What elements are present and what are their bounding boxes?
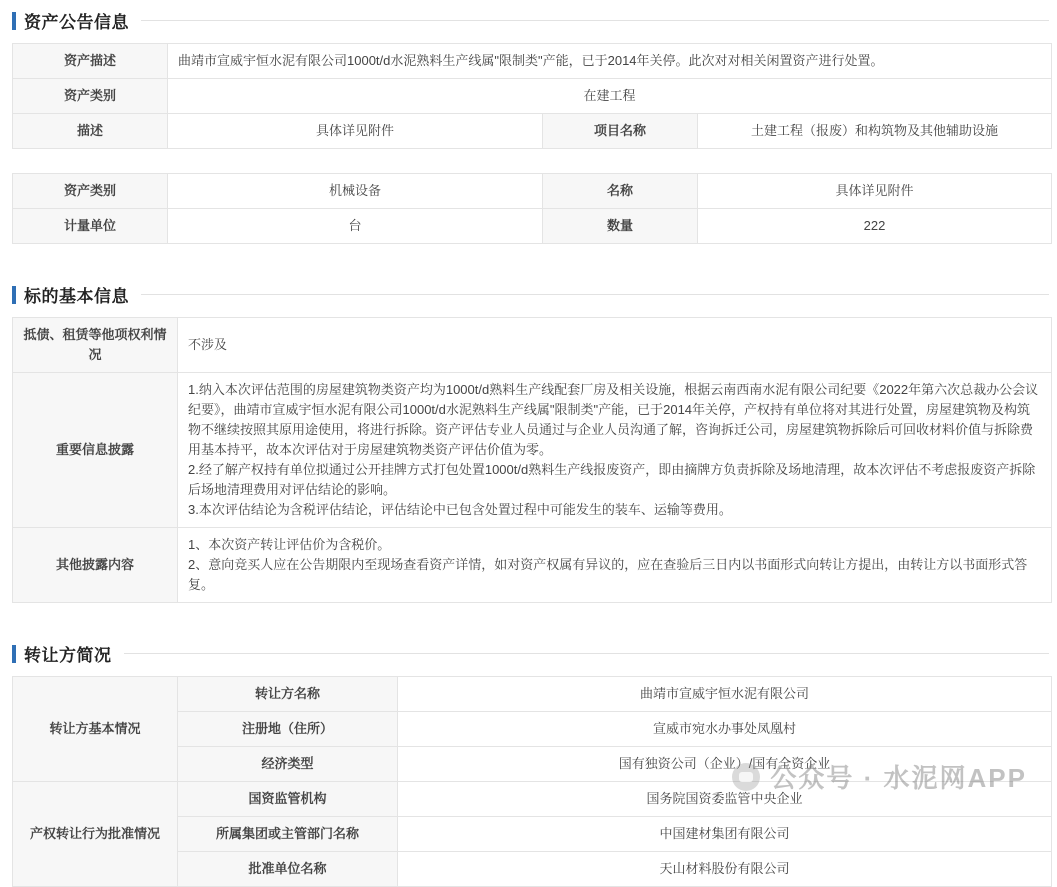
table-row (13, 528, 1052, 603)
row-label: 数量 (543, 209, 698, 244)
row-label: 注册地（住所） (178, 712, 398, 747)
row-label: 抵债、租赁等他项权利情况 (13, 318, 178, 373)
section-header-target-basic (12, 282, 1049, 307)
spacer (8, 244, 1049, 282)
row-value: 土建工程（报废）和构筑物及其他辅助设施 (698, 114, 1052, 149)
row-label: 计量单位 (13, 209, 168, 244)
row-value: 曲靖市宣威宇恒水泥有限公司 (398, 677, 1052, 712)
section-title: 标的基本信息 (24, 287, 129, 306)
table-row (13, 44, 1052, 79)
row-value: 天山材料股份有限公司 (398, 852, 1052, 887)
table-row (13, 373, 1052, 528)
section-header-asset-announcement (12, 8, 1049, 33)
section-title: 转让方简况 (24, 646, 112, 665)
table-row (13, 79, 1052, 114)
group-label: 产权转让行为批准情况 (13, 782, 178, 887)
table-row (13, 318, 1052, 373)
table-row (13, 782, 1052, 817)
table-row (13, 677, 1052, 712)
accent-bar-icon (12, 286, 16, 304)
row-label: 名称 (543, 174, 698, 209)
row-value: 国务院国资委监管中央企业 (398, 782, 1052, 817)
table-row (13, 174, 1052, 209)
row-value (178, 528, 1052, 603)
row-label: 经济类型 (178, 747, 398, 782)
row-label: 所属集团或主管部门名称 (178, 817, 398, 852)
row-value: 国有独资公司（企业）/国有全资企业 (398, 747, 1052, 782)
header-divider (141, 294, 1049, 295)
accent-bar-icon (12, 12, 16, 30)
asset-detail-table-1 (12, 113, 1052, 149)
spacer (8, 149, 1049, 173)
table-row (13, 114, 1052, 149)
disclosure-line: 3.本次评估结论为含税评估结论，评估结论中已包含处置过程中可能发生的装车、运输等费用。 (188, 502, 732, 517)
row-label: 项目名称 (543, 114, 698, 149)
row-value: 具体详见附件 (698, 174, 1052, 209)
row-value: 在建工程 (168, 79, 1052, 114)
row-value: 机械设备 (168, 174, 543, 209)
row-label: 国资监管机构 (178, 782, 398, 817)
row-value (178, 373, 1052, 528)
watermark-text: 公众号 · 水泥网APP (770, 763, 1027, 793)
row-value: 宣威市宛水办事处凤凰村 (398, 712, 1052, 747)
section-title: 资产公告信息 (24, 13, 129, 32)
row-label: 批准单位名称 (178, 852, 398, 887)
row-value: 台 (168, 209, 543, 244)
spacer (8, 603, 1049, 641)
asset-detail-table-2 (12, 173, 1052, 244)
asset-description-table (12, 43, 1052, 114)
header-divider (124, 653, 1050, 654)
header-divider (141, 20, 1049, 21)
disclosure-line: 1、本次资产转让评估价为含税价。 (188, 537, 391, 552)
row-value: 曲靖市宣威宇恒水泥有限公司1000t/d水泥熟料生产线属"限制类"产能，已于2014年关停。此次对对相关闲置资产进行处置。 (168, 44, 1052, 79)
disclosure-line: 2.经了解产权持有单位拟通过公开挂牌方式打包处置1000t/d熟料生产线报废资产，即由摘牌方负责拆除及场地清理，故本次评估不考虑报废资产拆除后场地清理费用对评估结论的影响。 (188, 462, 1036, 497)
transferor-table (12, 676, 1052, 887)
target-basic-table (12, 317, 1052, 603)
row-value: 具体详见附件 (168, 114, 543, 149)
row-value: 中国建材集团有限公司 (398, 817, 1052, 852)
section-header-transferor (12, 641, 1049, 666)
row-label: 描述 (13, 114, 168, 149)
disclosure-line: 1.纳入本次评估范围的房屋建筑物类资产均为1000t/d熟料生产线配套厂房及相关设施，根据云南西南水泥有限公司纪要《2022年第六次总裁办公会议纪要》，曲靖市宣威宇恒水泥有限公司1000t/d水泥熟料生产线属"限制类"产能，已于2014年关停，产权持有单位将对其进行处置，房屋建筑物及构筑物不继续按照其原用途使用，将进行拆除。资产评估专业人员通过与企业人员沟通了解，咨询拆迁公司，房屋建筑物拆除后可回收材料价值与拆除费用基本持平，故本次评估对于房屋建筑物类资产评估价值为零。 (188, 382, 1039, 457)
row-label: 重要信息披露 (13, 373, 178, 528)
table-row (13, 209, 1052, 244)
row-label: 其他披露内容 (13, 528, 178, 603)
row-label: 转让方名称 (178, 677, 398, 712)
group-label: 转让方基本情况 (13, 677, 178, 782)
row-label: 资产描述 (13, 44, 168, 79)
row-label: 资产类别 (13, 174, 168, 209)
row-value: 不涉及 (178, 318, 1052, 373)
accent-bar-icon (12, 645, 16, 663)
row-label: 资产类别 (13, 79, 168, 114)
disclosure-line: 2、意向竞买人应在公告期限内至现场查看资产详情，如对资产权属有异议的，应在查验后三日内以书面形式向转让方提出，由转让方以书面形式答复。 (188, 557, 1028, 592)
row-value: 222 (698, 209, 1052, 244)
